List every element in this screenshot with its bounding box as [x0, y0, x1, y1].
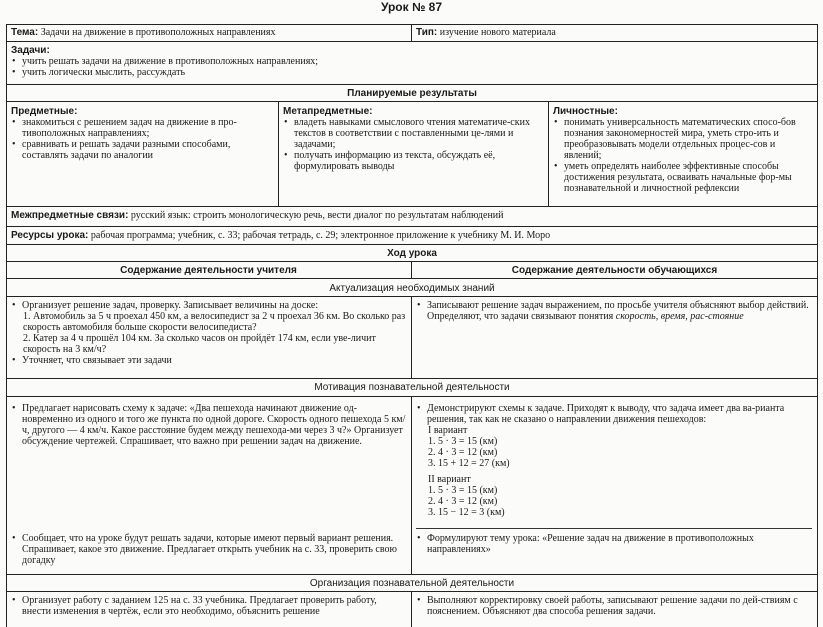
col-divider [548, 101, 549, 206]
col-divider [278, 101, 279, 206]
topic-cell [11, 27, 409, 38]
stage1-task1: 1. Автомобиль за 5 ч проехал 450 км, а велосипедист за 2 ч проехал 36 км. Во сколько раз скорость автомобиля больше скорости велосипедиста? [23, 311, 406, 333]
stage3-title: Организация познавательной деятельности [309, 578, 515, 589]
col-divider [411, 396, 412, 574]
meta-item: • получать информацию из текста, обсуждать её, формулировать выводы [283, 150, 544, 172]
type-label: Тип: [416, 27, 438, 38]
subject-item: • сравнивать и решать задачи разными способами, составлять задачи по аналогии [11, 139, 274, 161]
meta-item: • владеть навыками смыслового чтения математиче-ских текстов в соответствии с поставленными це-лями и задачами; [283, 117, 544, 150]
personal-results [553, 106, 813, 194]
row-divider [6, 226, 818, 227]
personal-title: Личностные: [553, 106, 618, 117]
stage2-students [416, 403, 814, 518]
interdisciplinary-value: русский язык: строить монологическую речь, вести диалог по результатам наблюдений [130, 210, 504, 221]
stage2-students-divider [416, 528, 812, 529]
stage2-teacher-item: • Сообщает, что на уроке будут решать задачи, которые имеют первый вариант решения. Спрашивает, какое это движение. Предлагает открыть учебник на с. 33, проверить свою догадку [11, 533, 407, 566]
stage3-students-item: • Выполняют корректировку своей работы, записывают решение задачи по дей-ствиям с пояснением. Объясняют два способа решения задачи. [416, 595, 814, 617]
variant2-step: 3. 15 − 12 = 3 (км) [428, 507, 505, 518]
stage2-students-item: • Демонстрируют схемы к задаче. Приходят к выводу, что задача имеет два ва-рианта решения, так как не сказано о направлении движения пешеходов: [416, 403, 814, 425]
task-item: • учить логически мыслить, рассуждать [11, 67, 811, 78]
stage1-students-item [416, 300, 814, 322]
row-divider [6, 41, 818, 42]
col-divider [411, 296, 412, 378]
stage2-students-item: • Формулируют тему урока: «Решение задач на движение в противоположных направлениях» [416, 533, 814, 555]
row-divider [6, 378, 818, 379]
row-divider [6, 574, 818, 575]
stage2-teacher-2 [11, 533, 407, 566]
stage3-teacher-item: • Организует работу с заданием 125 на с. 33 учебника. Предлагает проверить работу, внести изменения в чертёж, если это необходимо, объяснить решение [11, 595, 407, 617]
resources-label: Ресурсы урока: [11, 230, 89, 241]
table-border-top [6, 24, 818, 25]
row-divider [6, 261, 818, 262]
interdisciplinary-row [11, 210, 811, 221]
stage1-teacher [11, 300, 407, 366]
row-divider [6, 84, 818, 85]
interdisciplinary-label: Межпредметные связи: [11, 210, 129, 221]
meta-results [283, 106, 544, 172]
stage2-students-2 [416, 533, 814, 555]
stage2-teacher-item: • Предлагает нарисовать схему к задаче: «Два пешехода начинают движение од-новременно из одного и того же пункта по одной дороге. Скорость одного пешехода 5 км/ч, другого — 4 км/ч. Какое расстояние будем между пешехода-ми через 3 ч?» Организует обсуждение чертежей. Спрашивает, что важно при решении задач на движение. [11, 403, 407, 447]
table-border-left [6, 24, 7, 627]
row-divider [6, 591, 818, 592]
stage1-title: Актуализация необходимых знаний [329, 283, 495, 294]
topic-value: Задачи на движение в противоположных направлениях [40, 27, 276, 38]
table-border-right [817, 24, 818, 627]
row-divider [6, 244, 818, 245]
stage1-task2: 2. Катер за 4 ч прошёл 104 км. За сколько часов он пройдёт 174 км, если уве-личит скорость на 3 км/ч? [23, 333, 376, 355]
col-teacher-header: Содержание деятельности учителя [120, 265, 297, 276]
variant1-title: I вариант [428, 425, 468, 436]
planned-results-title: Планируемые результаты [347, 88, 477, 99]
subject-title: Предметные: [11, 106, 78, 117]
row-divider [6, 101, 818, 102]
row-divider [6, 296, 818, 297]
stage1-students-italic: скорость, время, рас-стояние [615, 311, 744, 322]
topic-label: Тема: [11, 27, 39, 38]
stage2-teacher [11, 403, 407, 447]
col-divider [411, 24, 412, 41]
stage1-students-text: Записывают решение задач выражением, по просьбе учителя объясняют выбор действий. Определяют, что задачи связывают понятия [427, 300, 809, 322]
personal-item: • понимать универсальность математических спосо-бов познания закономерностей мира, уметь стро-ить и преобразовывать модели отдельных процес-сов и явлений; [553, 117, 813, 161]
tasks-title: Задачи: [11, 45, 50, 56]
col-divider [411, 591, 412, 627]
row-divider [6, 396, 818, 397]
meta-title: Метапредметные: [283, 106, 373, 117]
stage1-teacher-item: • Организует решение задач, проверку. Записывает величины на доске: [11, 300, 407, 311]
resources-row [11, 230, 811, 241]
personal-item: • уметь определять наиболее эффективные способы достижения результата, осваивать начальные фор-мы познавательной и личностной рефлексии [553, 161, 813, 194]
subject-results [11, 106, 274, 161]
type-value: изучение нового материала [439, 27, 556, 38]
type-cell [416, 27, 814, 38]
stage1-teacher-item: • Уточняет, что связывает эти задачи [11, 355, 407, 366]
variant1-step: 1. 5 · 3 = 15 (км) [428, 436, 498, 447]
stage1-students [416, 300, 814, 322]
row-divider [6, 206, 818, 207]
variant1-step: 3. 15 + 12 = 27 (км) [428, 458, 510, 469]
task-item: • учить решать задачи на движение в противоположных направлениях; [11, 56, 811, 67]
variant2-step: 1. 5 · 3 = 15 (км) [428, 485, 498, 496]
stage3-students [416, 595, 814, 617]
tasks-cell [11, 45, 811, 78]
stage3-teacher [11, 595, 407, 617]
lesson-flow-title: Ход урока [387, 248, 437, 259]
lesson-title: Урок № 87 [380, 0, 443, 14]
variant2-step: 2. 4 · 3 = 12 (км) [428, 496, 498, 507]
variant2-title: II вариант [428, 474, 471, 485]
stage2-title: Мотивация познавательной деятельности [314, 382, 510, 393]
subject-item: • знакомиться с решением задач на движение в про-тивоположных направлениях; [11, 117, 274, 139]
resources-value: рабочая программа; учебник, с. 33; рабочая тетрадь, с. 29; электронное приложение к учебнику М. И. Моро [90, 230, 551, 241]
variant1-step: 2. 4 · 3 = 12 (км) [428, 447, 498, 458]
col-students-header: Содержание деятельности обучающихся [511, 265, 718, 276]
row-divider [6, 278, 818, 279]
